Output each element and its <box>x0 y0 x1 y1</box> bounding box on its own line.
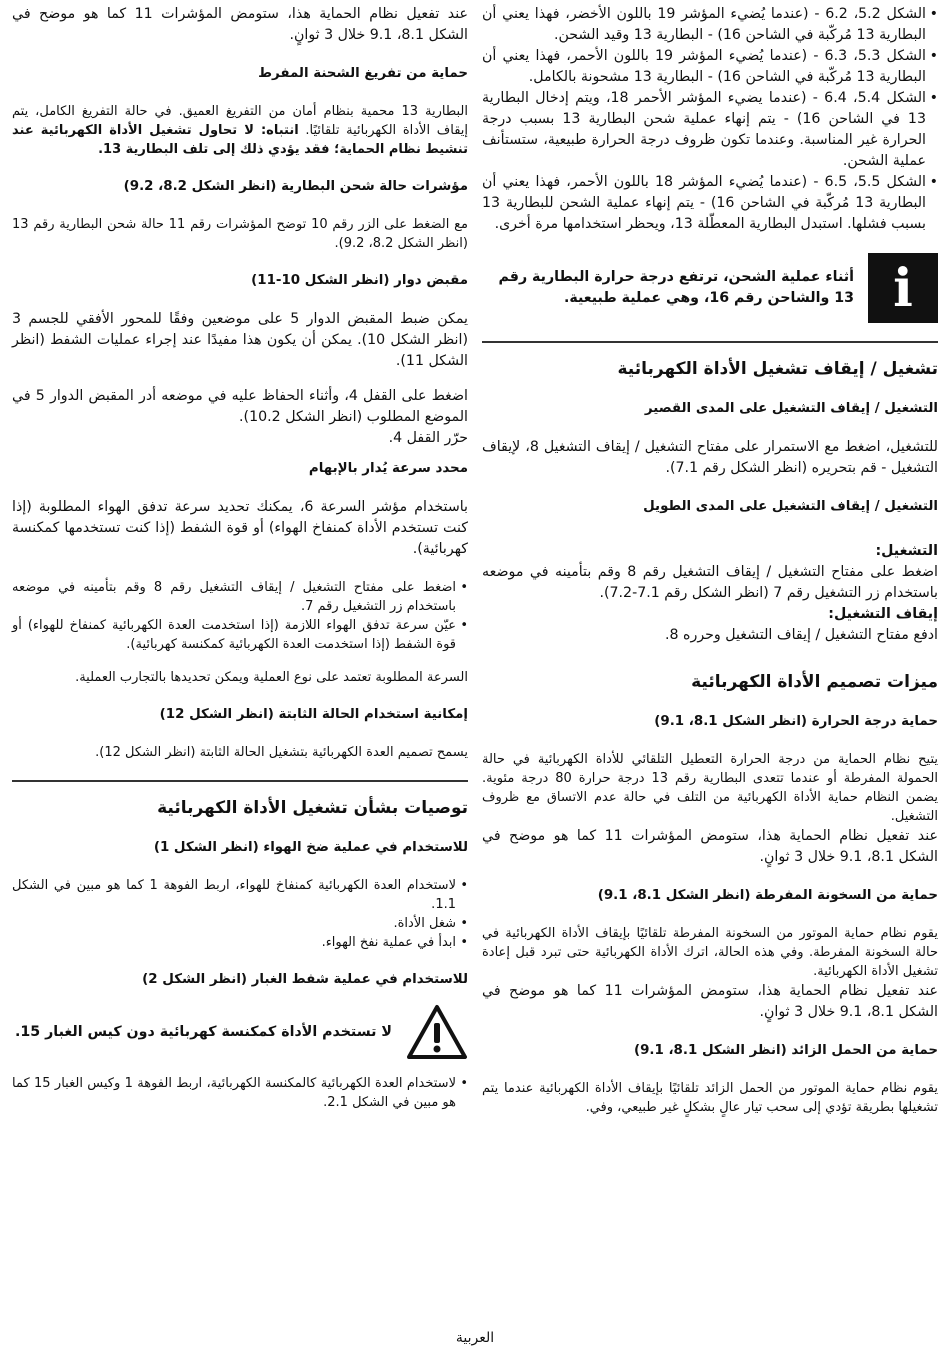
list-item: • ابدأ في عملية نفخ الهواء. <box>12 933 468 952</box>
paragraph: يقوم نظام حماية الموتور من السخونة المفرطة تلقائيًا بإيقاف الأداة الكهربائية في حالة السخونة المفرطة. وفي هذه الحالة، اترك الأداة الكهربائية حتى تبرد قبل إعادة تشغيل الأداة الكهربائية. <box>482 926 938 979</box>
paragraph <box>482 604 938 625</box>
left-column <box>12 4 468 1112</box>
list-item: • الشكل 5.4، 6.4 - (عندما يضيء المؤشر الأحمر 18، ويتم إدخال البطارية 13 في الشاحن 16) - يتم إنهاء عملية شحن البطارية 13 بسبب درجة الحرارة غير المناسبة. وعندما تكون ظروف درجة الحرارة طبيعية، ستستأنف عملية الشحن. <box>482 88 938 172</box>
paragraph: عند تفعيل نظام الحماية هذا، ستومض المؤشرات 11 كما هو موضح في الشكل 8.1، 9.1 خلال 3 ثوانٍ. <box>12 6 468 43</box>
right-column <box>482 4 938 1117</box>
paragraph: يقوم نظام حماية الموتور من الحمل الزائد تلقائيًا بإيقاف الأداة الكهربائية عندما يتم تشغيلها بطريقة تؤدي إلى سحب تيار عالٍ بشكلٍ غير طبيعي، وفي. <box>482 1081 938 1115</box>
subsection-title: للاستخدام في عملية شفط الغبار (انظر الشكل 2) <box>142 972 468 987</box>
section-title: توصيات بشأن تشغيل الأداة الكهربائية <box>157 798 468 818</box>
list-item: • الشكل 5.5، 6.5 - (عندما يُضيء المؤشر 18 باللون الأحمر، فهذا يعني أن البطارية 13 مُركّبة في الشاحن 16) - يتم إنهاء عملية الشحن للبطارية 13 بسبب فشلها. استبدل البطارية المعطّلة 13، ويحظر استخدامها مرة أخرى. <box>482 172 938 235</box>
paragraph: باستخدام مؤشر السرعة 6، يمكنك تحديد سرعة تدفق الهواء المطلوبة (إذا كنت تستخدم الأداة كمنفاخ الهواء) أو قوة الشفط (إذا كنت تستخدمها كمكنسة كهربائية). <box>12 499 468 557</box>
list-item: • عيّن سرعة تدفق الهواء اللازمة (إذا استخدمت العدة الكهربائية كمنفاخ للهواء) أو قوة الشفط (إذا استخدمت العدة الكهربائية كمكنسة كهربائية). <box>12 616 468 654</box>
page-footer-language: العربية <box>455 1330 495 1346</box>
paragraph: ادفع مفتاح التشغيل / إيقاف التشغيل وحرره 8. <box>664 627 938 643</box>
paragraph: حرّر القفل 4. <box>388 430 468 446</box>
warning-note <box>12 1004 468 1060</box>
subsection-title: حماية من السخونة المفرطة (انظر الشكل 8.1، 9.1) <box>597 888 938 903</box>
paragraph: اضغط على مفتاح التشغيل / إيقاف التشغيل رقم 8 وقم بتأمينه في موضعه باستخدام زر التشغيل رقم 7 (انظر الشكل رقم 7.1-7.2). <box>482 564 938 601</box>
paragraph: عند تفعيل نظام الحماية هذا، ستومض المؤشرات 11 كما هو موضح في الشكل 8.1، 9.1 خلال 3 ثوانٍ. <box>482 828 938 865</box>
section-title: تشغيل / إيقاف تشغيل الأداة الكهربائية <box>617 359 938 379</box>
paragraph: يسمح تصميم العدة الكهربائية بتشغيل الحالة الثابتة (انظر الشكل 12). <box>95 745 468 760</box>
info-note-text: أثناء عملية الشحن، ترتفع درجة حرارة البطارية رقم 13 والشاحن رقم 16، وهي عملية طبيعية. <box>498 269 854 306</box>
off-label: إيقاف التشغيل: <box>828 606 938 622</box>
paragraph <box>482 541 938 562</box>
subsection-title: حماية من الحمل الزائد (انظر الشكل 8.1، 9.1) <box>633 1043 938 1058</box>
paragraph: مع الضغط على الزر رقم 10 توضح المؤشرات رقم 11 حالة شحن البطارية رقم 13 (انظر الشكل 8.2، 9.2). <box>12 217 468 251</box>
subsection-title: مؤشرات حالة شحن البطارية (انظر الشكل 8.2، 9.2) <box>123 179 468 194</box>
warning-text: لا تستخدم الأداة كمكنسة كهربائية دون كيس الغبار 15. <box>15 1023 392 1040</box>
subsection-title: محدد سرعة يُدار بالإبهام <box>308 461 468 476</box>
paragraph: يتيح نظام الحماية من درجة الحرارة التعطيل التلقائي للأداة الكهربائية في حالة الحمولة المفرطة أو عندما تتعدى البطارية رقم 13 درجة حرارة 80 درجة مئوية. يضمن النظام حماية الأداة الكهربائية من التلف في حالة عدم الاتساق مع ظروف التشغيل. <box>482 752 938 824</box>
list-item: • لاستخدام العدة الكهربائية كمنفاخ للهواء، اربط الفوهة 1 كما هو مبين في الشكل 1.1. <box>12 876 468 914</box>
suction-list <box>12 1074 468 1112</box>
info-note <box>482 253 938 323</box>
paragraph: للتشغيل، اضغط مع الاستمرار على مفتاح التشغيل / إيقاف التشغيل 8، لإيقاف التشغيل - قم بتحريره (انظر الشكل رقم 7.1). <box>482 439 939 476</box>
blow-list <box>12 876 468 952</box>
paragraph: عند تفعيل نظام الحماية هذا، ستومض المؤشرات 11 كما هو موضح في الشكل 8.1، 9.1 خلال 3 ثوانٍ. <box>482 983 938 1020</box>
deep-discharge-warning: انتباه: لا تحاول تشغيل الأداة الكهربائية عند تنشيط نظام الحماية؛ فقد يؤدي ذلك إلى تلف البطارية 13. <box>12 123 468 157</box>
speed-list <box>12 578 468 654</box>
deep-discharge-text: البطارية 13 محمية بنظام أمان من التفريغ العميق. في حالة التفريغ الكامل، يتم إيقاف الأداة الكهربائية تلقائيًا. <box>12 104 468 138</box>
paragraph: يمكن ضبط المقبض الدوار 5 على موضعين وفقًا للمحور الأفقي للجسم 3 (انظر الشكل 10). يمكن أن يكون هذا مفيدًا عند إجراء عمليات الشفط (انظر الشكل 11). <box>12 311 468 369</box>
list-item: • الشكل 5.3، 6.3 - (عندما يُضيء المؤشر 19 باللون الأحمر، فهذا يعني أن البطارية 13 مُركّبة في الشاحن 16) - البطارية 13 مشحونة بالكامل. <box>482 46 938 88</box>
subsection-title: حماية من تفريغ الشحنة المفرط <box>258 66 468 81</box>
list-item: • اضغط على مفتاح التشغيل / إيقاف التشغيل رقم 8 وقم بتأمينه في موضعه باستخدام زر التشغيل رقم 7. <box>12 578 468 616</box>
paragraph: السرعة المطلوبة تعتمد على نوع العملية ويمكن تحديدها بالتجارب العملية. <box>75 670 468 685</box>
list-item: • الشكل 5.2، 6.2 - (عندما يُضيء المؤشر 19 باللون الأخضر، فهذا يعني أن البطارية 13 مُركّبة في الشاحن 16) - البطارية 13 وقيد الشحن. <box>482 4 938 46</box>
on-label: التشغيل: <box>875 543 938 559</box>
subsection-title: مقبض دوار (انظر الشكل 10-11) <box>251 273 468 288</box>
info-icon: i <box>868 253 938 323</box>
section-title: ميزات تصميم الأداة الكهربائية <box>691 672 938 692</box>
indicator-list <box>482 4 938 235</box>
paragraph: اضغط على القفل 4، وأثناء الحفاظ عليه في موضعه أدر المقبض الدوار 5 في الموضع المطلوب (انظر الشكل 10.2). <box>12 388 468 425</box>
subsection-title: التشغيل / إيقاف التشغيل على المدى الطويل <box>643 499 938 514</box>
paragraph <box>12 102 468 159</box>
list-item: • لاستخدام العدة الكهربائية كالمكنسة الكهربائية، اربط الفوهة 1 وكيس الغبار 15 كما هو مبين في الشكل 2.1. <box>12 1074 468 1112</box>
subsection-title: للاستخدام في عملية ضخ الهواء (انظر الشكل 1) <box>153 840 468 855</box>
subsection-title: حماية درجة الحرارة (انظر الشكل 8.1، 9.1) <box>654 714 938 729</box>
subsection-title: إمكانية استخدام الحالة الثابتة (انظر الشكل 12) <box>159 707 468 722</box>
list-item: • شغل الأداة. <box>12 914 468 933</box>
subsection-title: التشغيل / إيقاف التشغيل على المدى القصير <box>644 401 938 416</box>
warning-icon <box>406 1004 468 1060</box>
